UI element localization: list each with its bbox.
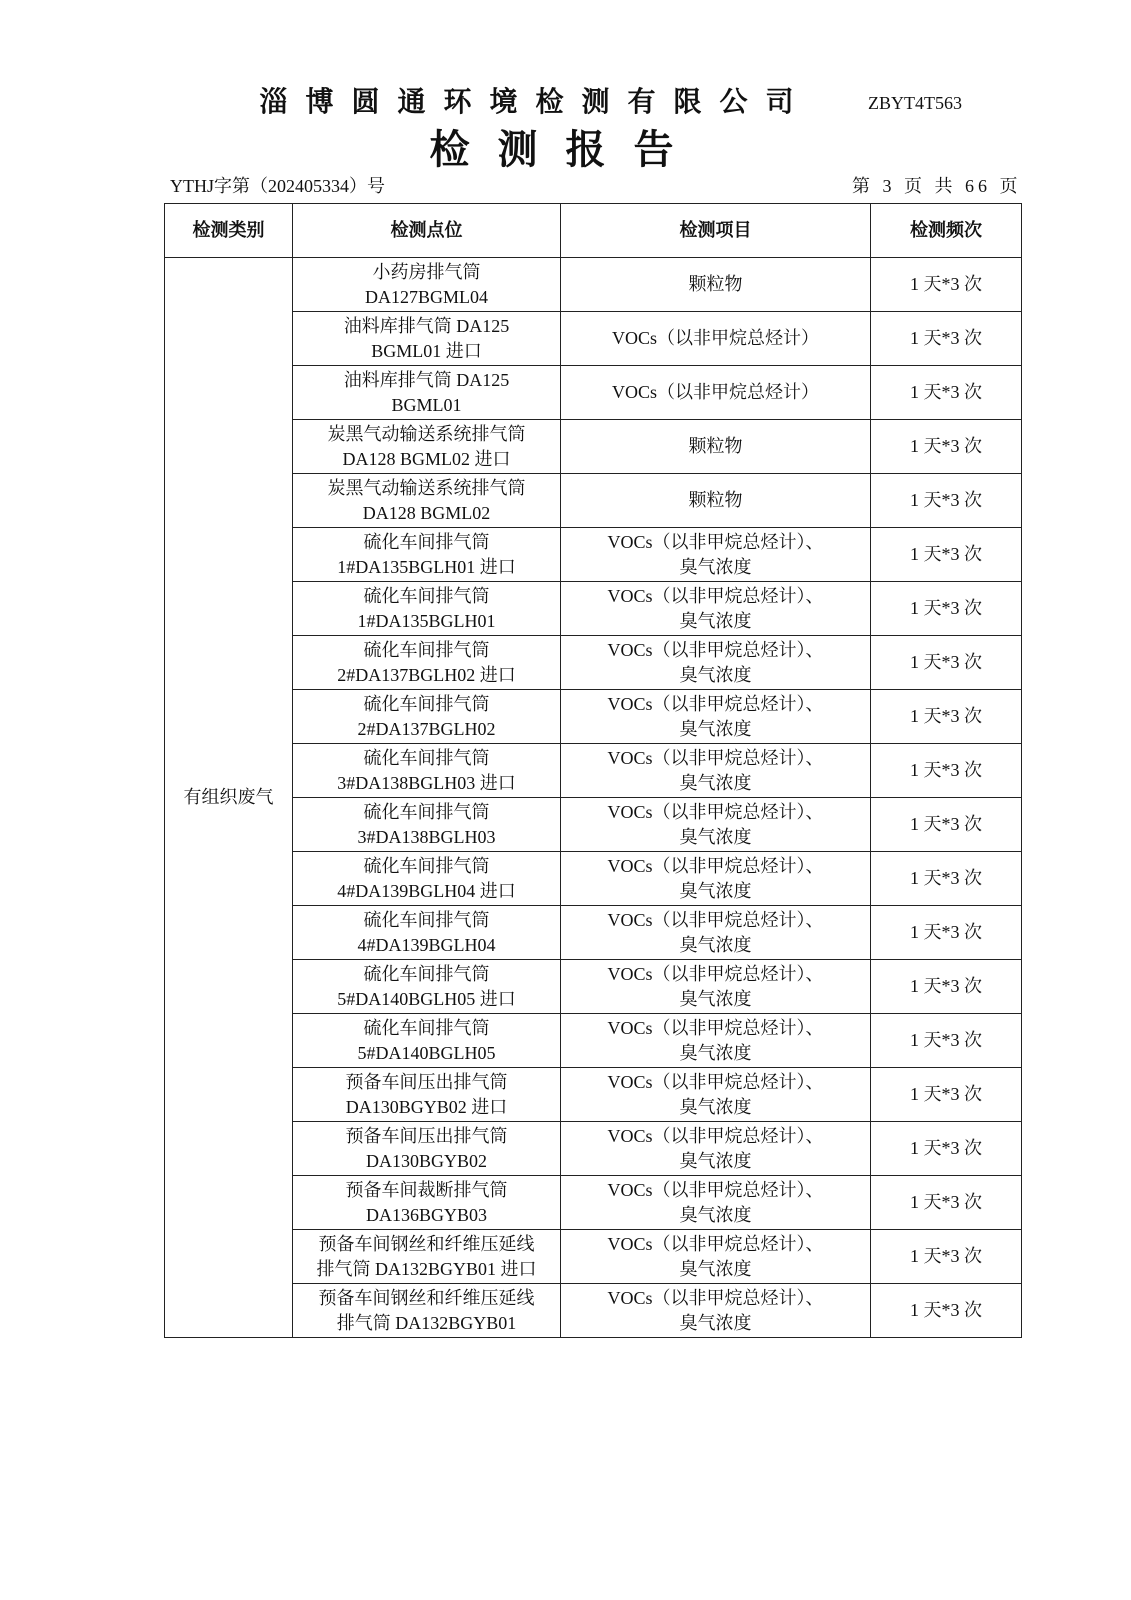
point-line: 硫化车间排气筒 bbox=[363, 1017, 490, 1038]
point-cell bbox=[293, 366, 561, 420]
table-row bbox=[165, 852, 1022, 906]
point-line: 5#DA140BGLH05 bbox=[357, 1042, 496, 1063]
item-line: VOCs（以非甲烷总烃计）、 bbox=[607, 1071, 824, 1092]
point-line: 预备车间压出排气筒 bbox=[345, 1125, 508, 1146]
column-header-category: 检测类别 bbox=[165, 204, 293, 258]
point-line: 硫化车间排气筒 bbox=[363, 747, 490, 768]
point-line: 5#DA140BGLH05 进口 bbox=[337, 988, 516, 1009]
point-line: 排气筒 DA132BGYB01 bbox=[336, 1312, 517, 1333]
item-line: VOCs（以非甲烷总烃计）、 bbox=[607, 1287, 824, 1308]
point-line: BGML01 进口 bbox=[371, 340, 482, 361]
item-cell bbox=[561, 582, 871, 636]
report-number: YTHJ字第（202405334）号 bbox=[170, 176, 385, 196]
table-row bbox=[165, 906, 1022, 960]
item-cell bbox=[561, 636, 871, 690]
column-header-item: 检测项目 bbox=[561, 204, 871, 258]
table-row bbox=[165, 690, 1022, 744]
item-cell bbox=[561, 258, 871, 312]
point-cell bbox=[293, 528, 561, 582]
frequency-cell: 1 天*3 次 bbox=[871, 852, 1022, 906]
item-line: VOCs（以非甲烷总烃计） bbox=[611, 382, 819, 402]
point-cell bbox=[293, 474, 561, 528]
point-line: BGML01 bbox=[391, 394, 462, 415]
point-line: DA127BGML04 bbox=[364, 286, 488, 307]
item-line: 臭气浓度 bbox=[679, 1150, 752, 1171]
item-line: 臭气浓度 bbox=[679, 1042, 752, 1063]
frequency-cell: 1 天*3 次 bbox=[871, 528, 1022, 582]
table-row bbox=[165, 474, 1022, 528]
inspection-table bbox=[164, 203, 1022, 1338]
item-line: 臭气浓度 bbox=[679, 772, 752, 793]
point-line: 硫化车间排气筒 bbox=[363, 693, 490, 714]
item-line: 臭气浓度 bbox=[679, 718, 752, 739]
frequency-cell: 1 天*3 次 bbox=[871, 1284, 1022, 1338]
item-line: 臭气浓度 bbox=[679, 988, 752, 1009]
frequency-cell: 1 天*3 次 bbox=[871, 312, 1022, 366]
table-row bbox=[165, 798, 1022, 852]
item-line: VOCs（以非甲烷总烃计）、 bbox=[607, 909, 824, 930]
point-line: 3#DA138BGLH03 进口 bbox=[337, 772, 516, 793]
item-line: 颗粒物 bbox=[688, 274, 743, 294]
item-cell bbox=[561, 1230, 871, 1284]
table-row bbox=[165, 636, 1022, 690]
point-line: 4#DA139BGLH04 bbox=[357, 934, 496, 955]
frequency-cell: 1 天*3 次 bbox=[871, 366, 1022, 420]
item-line: 颗粒物 bbox=[688, 490, 743, 510]
item-cell bbox=[561, 366, 871, 420]
point-line: 预备车间钢丝和纤维压延线 bbox=[318, 1287, 535, 1308]
item-cell bbox=[561, 1284, 871, 1338]
item-cell bbox=[561, 474, 871, 528]
frequency-cell: 1 天*3 次 bbox=[871, 1230, 1022, 1284]
point-line: 硫化车间排气筒 bbox=[363, 639, 490, 660]
table-row bbox=[165, 366, 1022, 420]
frequency-cell: 1 天*3 次 bbox=[871, 582, 1022, 636]
table-row bbox=[165, 312, 1022, 366]
point-line: 3#DA138BGLH03 bbox=[357, 826, 496, 847]
point-line: 硫化车间排气筒 bbox=[363, 855, 490, 876]
column-header-point: 检测点位 bbox=[293, 204, 561, 258]
item-cell bbox=[561, 690, 871, 744]
column-header-frequency: 检测频次 bbox=[871, 204, 1022, 258]
company-name: 淄博圆通环境检测有限公司 bbox=[259, 85, 812, 118]
table-row bbox=[165, 582, 1022, 636]
frequency-cell: 1 天*3 次 bbox=[871, 1176, 1022, 1230]
point-cell bbox=[293, 312, 561, 366]
report-title: 检测报告 bbox=[429, 126, 702, 173]
item-line: VOCs（以非甲烷总烃计） bbox=[611, 328, 819, 348]
point-cell bbox=[293, 1176, 561, 1230]
item-line: 臭气浓度 bbox=[679, 1258, 752, 1279]
point-line: 1#DA135BGLH01 进口 bbox=[337, 556, 516, 577]
frequency-cell: 1 天*3 次 bbox=[871, 1014, 1022, 1068]
item-line: VOCs（以非甲烷总烃计）、 bbox=[607, 531, 824, 552]
item-line: VOCs（以非甲烷总烃计）、 bbox=[607, 1233, 824, 1254]
table-row bbox=[165, 960, 1022, 1014]
item-cell bbox=[561, 1122, 871, 1176]
item-cell bbox=[561, 528, 871, 582]
item-line: VOCs（以非甲烷总烃计）、 bbox=[607, 693, 824, 714]
frequency-cell: 1 天*3 次 bbox=[871, 1068, 1022, 1122]
point-cell bbox=[293, 852, 561, 906]
item-line: VOCs（以非甲烷总烃计）、 bbox=[607, 639, 824, 660]
table-row bbox=[165, 420, 1022, 474]
point-cell bbox=[293, 960, 561, 1014]
point-cell bbox=[293, 1230, 561, 1284]
table-row bbox=[165, 1230, 1022, 1284]
frequency-cell: 1 天*3 次 bbox=[871, 744, 1022, 798]
table-row bbox=[165, 1068, 1022, 1122]
frequency-cell: 1 天*3 次 bbox=[871, 1122, 1022, 1176]
frequency-cell: 1 天*3 次 bbox=[871, 906, 1022, 960]
table-row bbox=[165, 528, 1022, 582]
table-row bbox=[165, 1176, 1022, 1230]
frequency-cell: 1 天*3 次 bbox=[871, 636, 1022, 690]
table-row bbox=[165, 744, 1022, 798]
point-line: 硫化车间排气筒 bbox=[363, 963, 490, 984]
point-line: 炭黑气动输送系统排气筒 bbox=[327, 423, 526, 444]
point-cell bbox=[293, 1284, 561, 1338]
point-cell bbox=[293, 906, 561, 960]
table-body bbox=[165, 258, 1022, 1338]
item-line: VOCs（以非甲烷总烃计）、 bbox=[607, 963, 824, 984]
item-line: 臭气浓度 bbox=[679, 1312, 752, 1333]
frequency-cell: 1 天*3 次 bbox=[871, 420, 1022, 474]
point-line: 预备车间钢丝和纤维压延线 bbox=[318, 1233, 535, 1254]
point-cell bbox=[293, 690, 561, 744]
point-line: 油料库排气筒 DA125 bbox=[343, 369, 510, 390]
point-line: DA130BGYB02 进口 bbox=[345, 1096, 508, 1117]
item-line: 臭气浓度 bbox=[679, 1096, 752, 1117]
item-cell bbox=[561, 420, 871, 474]
item-line: 臭气浓度 bbox=[679, 826, 752, 847]
item-line: VOCs（以非甲烷总烃计）、 bbox=[607, 1017, 824, 1038]
point-cell bbox=[293, 258, 561, 312]
item-line: VOCs（以非甲烷总烃计）、 bbox=[607, 1179, 824, 1200]
frequency-cell: 1 天*3 次 bbox=[871, 258, 1022, 312]
item-line: VOCs（以非甲烷总烃计）、 bbox=[607, 585, 824, 606]
page-info: 第 3 页 共 66 页 bbox=[852, 176, 1022, 196]
point-cell bbox=[293, 798, 561, 852]
point-line: DA130BGYB02 bbox=[365, 1150, 487, 1171]
table-header-row bbox=[165, 204, 1022, 258]
frequency-cell: 1 天*3 次 bbox=[871, 474, 1022, 528]
item-cell bbox=[561, 1176, 871, 1230]
point-cell bbox=[293, 1014, 561, 1068]
item-cell bbox=[561, 1014, 871, 1068]
point-line: 油料库排气筒 DA125 bbox=[343, 315, 510, 336]
point-cell bbox=[293, 420, 561, 474]
item-cell bbox=[561, 906, 871, 960]
point-line: DA128 BGML02 bbox=[362, 502, 491, 523]
point-line: 硫化车间排气筒 bbox=[363, 801, 490, 822]
item-line: 臭气浓度 bbox=[679, 610, 752, 631]
item-cell bbox=[561, 312, 871, 366]
point-line: 排气筒 DA132BGYB01 进口 bbox=[316, 1258, 537, 1279]
item-line: 臭气浓度 bbox=[679, 664, 752, 685]
point-line: 硫化车间排气筒 bbox=[363, 531, 490, 552]
point-line: 1#DA135BGLH01 bbox=[357, 610, 496, 631]
category-cell: 有组织废气 bbox=[165, 258, 293, 1338]
point-line: 硫化车间排气筒 bbox=[363, 909, 490, 930]
report-code: ZBYT4T563 bbox=[868, 93, 962, 113]
item-line: 臭气浓度 bbox=[679, 556, 752, 577]
item-cell bbox=[561, 744, 871, 798]
item-line: VOCs（以非甲烷总烃计）、 bbox=[607, 855, 824, 876]
item-line: VOCs（以非甲烷总烃计）、 bbox=[607, 747, 824, 768]
point-line: 预备车间压出排气筒 bbox=[345, 1071, 508, 1092]
point-line: 4#DA139BGLH04 进口 bbox=[337, 880, 516, 901]
point-line: 预备车间裁断排气筒 bbox=[345, 1179, 508, 1200]
item-cell bbox=[561, 852, 871, 906]
item-line: VOCs（以非甲烷总烃计）、 bbox=[607, 1125, 824, 1146]
frequency-cell: 1 天*3 次 bbox=[871, 798, 1022, 852]
item-line: 臭气浓度 bbox=[679, 880, 752, 901]
table-row bbox=[165, 1014, 1022, 1068]
point-line: 炭黑气动输送系统排气筒 bbox=[327, 477, 526, 498]
point-line: 硫化车间排气筒 bbox=[363, 585, 490, 606]
table-row bbox=[165, 258, 1022, 312]
point-line: DA136BGYB03 bbox=[365, 1204, 487, 1225]
point-line: 小药房排气筒 bbox=[372, 261, 481, 282]
table-row bbox=[165, 1284, 1022, 1338]
item-line: VOCs（以非甲烷总烃计）、 bbox=[607, 801, 824, 822]
frequency-cell: 1 天*3 次 bbox=[871, 960, 1022, 1014]
item-line: 颗粒物 bbox=[688, 436, 743, 456]
point-line: 2#DA137BGLH02 进口 bbox=[337, 664, 516, 685]
point-cell bbox=[293, 744, 561, 798]
point-cell bbox=[293, 1122, 561, 1176]
point-line: 2#DA137BGLH02 bbox=[357, 718, 496, 739]
item-cell bbox=[561, 960, 871, 1014]
table-row bbox=[165, 1122, 1022, 1176]
point-cell bbox=[293, 1068, 561, 1122]
point-cell bbox=[293, 582, 561, 636]
item-cell bbox=[561, 798, 871, 852]
item-line: 臭气浓度 bbox=[679, 934, 752, 955]
frequency-cell: 1 天*3 次 bbox=[871, 690, 1022, 744]
item-cell bbox=[561, 1068, 871, 1122]
point-cell bbox=[293, 636, 561, 690]
point-line: DA128 BGML02 进口 bbox=[342, 448, 511, 469]
item-line: 臭气浓度 bbox=[679, 1204, 752, 1225]
